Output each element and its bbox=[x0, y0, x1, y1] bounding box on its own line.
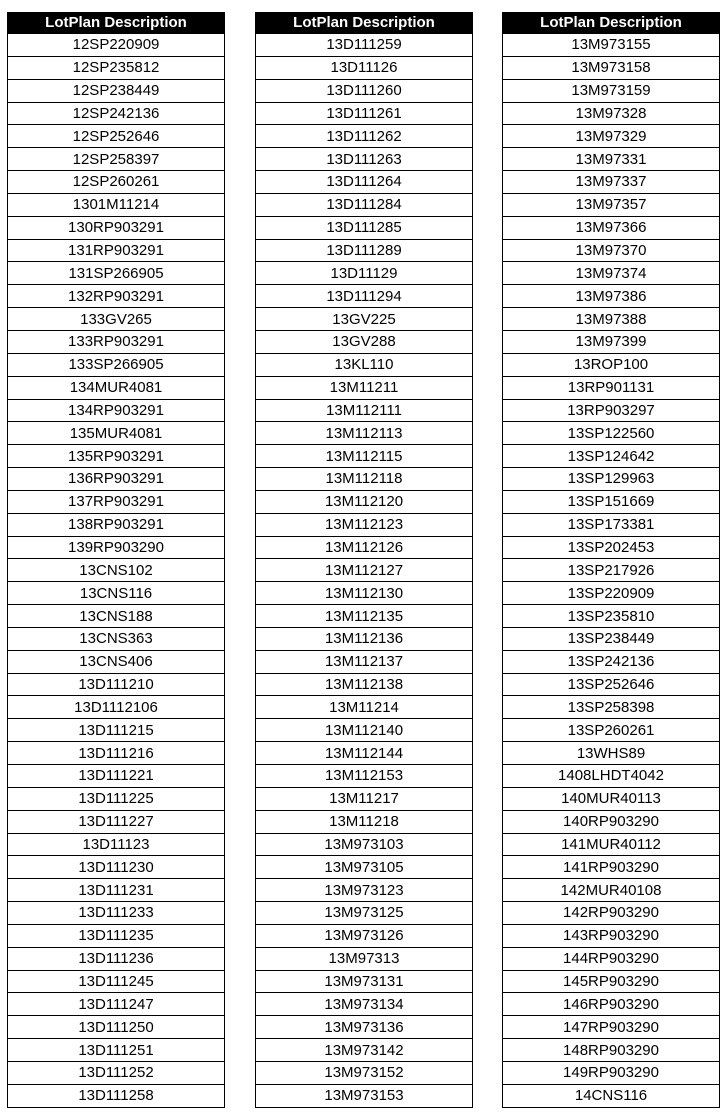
lotplan-cell: 13CNS102 bbox=[8, 559, 225, 582]
lotplan-cell: 135RP903291 bbox=[8, 445, 225, 468]
table-row bbox=[503, 193, 720, 216]
column-header: LotPlan Description bbox=[503, 13, 720, 34]
table-row bbox=[8, 330, 225, 353]
table-row bbox=[8, 582, 225, 605]
table-row bbox=[503, 696, 720, 719]
lotplan-cell: 13SP151669 bbox=[503, 490, 720, 513]
table-row bbox=[8, 216, 225, 239]
table-row bbox=[256, 148, 473, 171]
lotplan-cell: 1408LHDT4042 bbox=[503, 765, 720, 788]
lotplan-cell: 13M97328 bbox=[503, 102, 720, 125]
lotplan-cell: 148RP903290 bbox=[503, 1039, 720, 1062]
table-row bbox=[503, 216, 720, 239]
lotplan-cell: 13SP235810 bbox=[503, 605, 720, 628]
table-row bbox=[8, 627, 225, 650]
table-row bbox=[503, 924, 720, 947]
lotplan-cell: 13M112126 bbox=[256, 536, 473, 559]
table-row bbox=[256, 171, 473, 194]
lotplan-table bbox=[7, 12, 225, 1108]
lotplan-cell: 12SP258397 bbox=[8, 148, 225, 171]
lotplan-cell: 13D111227 bbox=[8, 810, 225, 833]
table-row bbox=[503, 56, 720, 79]
lotplan-cell: 13ROP100 bbox=[503, 353, 720, 376]
lotplan-cell: 13M112144 bbox=[256, 742, 473, 765]
table-row bbox=[8, 1039, 225, 1062]
lotplan-cell: 13D111252 bbox=[8, 1061, 225, 1084]
lotplan-cell: 13M973152 bbox=[256, 1061, 473, 1084]
lotplan-cell: 12SP242136 bbox=[8, 102, 225, 125]
table-row bbox=[8, 536, 225, 559]
lotplan-cell: 13M11211 bbox=[256, 376, 473, 399]
lotplan-cell: 13D111259 bbox=[256, 34, 473, 57]
table-row bbox=[503, 513, 720, 536]
table-row bbox=[503, 810, 720, 833]
lotplan-cell: 13SP258398 bbox=[503, 696, 720, 719]
table-row bbox=[8, 993, 225, 1016]
lotplan-cell: 13M97370 bbox=[503, 239, 720, 262]
table-row bbox=[256, 285, 473, 308]
lotplan-cell: 13CNS406 bbox=[8, 650, 225, 673]
table-row bbox=[256, 673, 473, 696]
lotplan-cell: 13D111251 bbox=[8, 1039, 225, 1062]
lotplan-cell: 149RP903290 bbox=[503, 1061, 720, 1084]
lotplan-cell: 146RP903290 bbox=[503, 993, 720, 1016]
lotplan-cell: 1301M11214 bbox=[8, 193, 225, 216]
table-row bbox=[256, 1016, 473, 1039]
table-row bbox=[8, 468, 225, 491]
table-row bbox=[503, 765, 720, 788]
table-row bbox=[503, 650, 720, 673]
table-row bbox=[256, 582, 473, 605]
lotplan-cell: 13SP173381 bbox=[503, 513, 720, 536]
lotplan-cell: 13D1112106 bbox=[8, 696, 225, 719]
table-row bbox=[8, 422, 225, 445]
table-row bbox=[256, 1084, 473, 1107]
table-row bbox=[256, 627, 473, 650]
lotplan-cell: 13RP903297 bbox=[503, 399, 720, 422]
lotplan-cell: 13M973153 bbox=[256, 1084, 473, 1107]
table-row bbox=[8, 308, 225, 331]
lotplan-cell: 142MUR40108 bbox=[503, 879, 720, 902]
table-row bbox=[8, 559, 225, 582]
lotplan-cell: 13CNS188 bbox=[8, 605, 225, 628]
table-row bbox=[503, 490, 720, 513]
lotplan-cell: 140MUR40113 bbox=[503, 787, 720, 810]
table-row bbox=[256, 399, 473, 422]
table-row bbox=[503, 970, 720, 993]
lotplan-cell: 13SP217926 bbox=[503, 559, 720, 582]
lotplan-cell: 13D111250 bbox=[8, 1016, 225, 1039]
lotplan-cell: 13D111261 bbox=[256, 102, 473, 125]
table-row bbox=[256, 102, 473, 125]
lotplan-cell: 13D111263 bbox=[256, 148, 473, 171]
lotplan-cell: 13M973131 bbox=[256, 970, 473, 993]
table-row bbox=[503, 102, 720, 125]
lotplan-cell: 12SP252646 bbox=[8, 125, 225, 148]
column-header: LotPlan Description bbox=[8, 13, 225, 34]
lotplan-cell: 13D111289 bbox=[256, 239, 473, 262]
lotplan-cell: 13M973134 bbox=[256, 993, 473, 1016]
lotplan-cell: 13M973105 bbox=[256, 856, 473, 879]
table-row bbox=[8, 902, 225, 925]
lotplan-cell: 135MUR4081 bbox=[8, 422, 225, 445]
lotplan-cell: 13M11214 bbox=[256, 696, 473, 719]
lotplan-cell: 12SP238449 bbox=[8, 79, 225, 102]
table-row bbox=[8, 879, 225, 902]
table-row bbox=[256, 719, 473, 742]
table-row bbox=[503, 1016, 720, 1039]
table-row bbox=[8, 765, 225, 788]
table-row bbox=[256, 262, 473, 285]
lotplan-cell: 13D111284 bbox=[256, 193, 473, 216]
lotplan-cell: 13D111285 bbox=[256, 216, 473, 239]
lotplan-cell: 13D111231 bbox=[8, 879, 225, 902]
table-row bbox=[503, 308, 720, 331]
lotplan-cell: 13M112111 bbox=[256, 399, 473, 422]
lotplan-cell: 13GV225 bbox=[256, 308, 473, 331]
lotplan-cell: 144RP903290 bbox=[503, 947, 720, 970]
table-row bbox=[256, 742, 473, 765]
table-row bbox=[8, 1084, 225, 1107]
lotplan-cell: 13D111245 bbox=[8, 970, 225, 993]
lotplan-cell: 147RP903290 bbox=[503, 1016, 720, 1039]
table-row bbox=[8, 239, 225, 262]
table-row bbox=[8, 56, 225, 79]
table-row bbox=[256, 308, 473, 331]
table-row bbox=[503, 353, 720, 376]
table-row bbox=[8, 79, 225, 102]
table-row bbox=[8, 193, 225, 216]
lotplan-cell: 13M97357 bbox=[503, 193, 720, 216]
table-row bbox=[8, 125, 225, 148]
lotplan-table-column-3 bbox=[502, 12, 720, 1108]
table-row bbox=[503, 742, 720, 765]
lotplan-cell: 131RP903291 bbox=[8, 239, 225, 262]
lotplan-cell: 13M11217 bbox=[256, 787, 473, 810]
lotplan-cell: 137RP903291 bbox=[8, 490, 225, 513]
table-row bbox=[256, 856, 473, 879]
table-row bbox=[503, 239, 720, 262]
table-row bbox=[503, 902, 720, 925]
lotplan-cell: 134RP903291 bbox=[8, 399, 225, 422]
table-row bbox=[8, 673, 225, 696]
table-row bbox=[503, 422, 720, 445]
lotplan-cell: 13D11129 bbox=[256, 262, 473, 285]
table-row bbox=[503, 285, 720, 308]
table-row bbox=[8, 262, 225, 285]
table-row bbox=[8, 833, 225, 856]
table-row bbox=[8, 696, 225, 719]
lotplan-cell: 13D111264 bbox=[256, 171, 473, 194]
lotplan-table bbox=[502, 12, 720, 1108]
lotplan-cell: 13SP238449 bbox=[503, 627, 720, 650]
table-row bbox=[256, 376, 473, 399]
lotplan-cell: 13M112123 bbox=[256, 513, 473, 536]
lotplan-cell: 133RP903291 bbox=[8, 330, 225, 353]
column-header: LotPlan Description bbox=[256, 13, 473, 34]
table-row bbox=[256, 787, 473, 810]
table-row bbox=[8, 1016, 225, 1039]
lotplan-table-column-1 bbox=[7, 12, 225, 1108]
lotplan-cell: 136RP903291 bbox=[8, 468, 225, 491]
table-row bbox=[256, 513, 473, 536]
lotplan-cell: 13M112136 bbox=[256, 627, 473, 650]
table-row bbox=[8, 148, 225, 171]
lotplan-cell: 143RP903290 bbox=[503, 924, 720, 947]
lotplan-cell: 13D111233 bbox=[8, 902, 225, 925]
table-row bbox=[256, 468, 473, 491]
lotplan-cell: 13M973155 bbox=[503, 34, 720, 57]
table-row bbox=[8, 605, 225, 628]
lotplan-cell: 13SP129963 bbox=[503, 468, 720, 491]
table-row bbox=[503, 79, 720, 102]
table-row bbox=[503, 582, 720, 605]
table-row bbox=[8, 650, 225, 673]
table-row bbox=[256, 490, 473, 513]
table-row bbox=[256, 445, 473, 468]
table-row bbox=[503, 673, 720, 696]
lotplan-cell: 12SP260261 bbox=[8, 171, 225, 194]
table-row bbox=[8, 353, 225, 376]
table-row bbox=[503, 536, 720, 559]
lotplan-cell: 13M112140 bbox=[256, 719, 473, 742]
table-row bbox=[8, 810, 225, 833]
table-row bbox=[503, 1039, 720, 1062]
table-row bbox=[256, 1061, 473, 1084]
lotplan-cell: 13WHS89 bbox=[503, 742, 720, 765]
lotplan-cell: 130RP903291 bbox=[8, 216, 225, 239]
lotplan-cell: 140RP903290 bbox=[503, 810, 720, 833]
lotplan-cell: 13M112137 bbox=[256, 650, 473, 673]
table-row bbox=[503, 856, 720, 879]
lotplan-cell: 13M112135 bbox=[256, 605, 473, 628]
lotplan-cell: 13D111210 bbox=[8, 673, 225, 696]
lotplan-cell: 13RP901131 bbox=[503, 376, 720, 399]
lotplan-cell: 13D111262 bbox=[256, 125, 473, 148]
lotplan-cell: 13SP260261 bbox=[503, 719, 720, 742]
table-row bbox=[256, 56, 473, 79]
lotplan-cell: 13D111221 bbox=[8, 765, 225, 788]
lotplan-cell: 133SP266905 bbox=[8, 353, 225, 376]
lotplan-cell: 141RP903290 bbox=[503, 856, 720, 879]
table-row bbox=[503, 148, 720, 171]
table-row bbox=[503, 833, 720, 856]
table-row bbox=[503, 879, 720, 902]
lotplan-cell: 13KL110 bbox=[256, 353, 473, 376]
lotplan-cell: 145RP903290 bbox=[503, 970, 720, 993]
table-row bbox=[8, 376, 225, 399]
table-row bbox=[256, 879, 473, 902]
table-row bbox=[256, 1039, 473, 1062]
table-row bbox=[503, 262, 720, 285]
lotplan-cell: 13SP242136 bbox=[503, 650, 720, 673]
lotplan-cell: 13M112130 bbox=[256, 582, 473, 605]
lotplan-cell: 13M112138 bbox=[256, 673, 473, 696]
table-row bbox=[256, 605, 473, 628]
lotplan-cell: 13M97399 bbox=[503, 330, 720, 353]
lotplan-cell: 13M973125 bbox=[256, 902, 473, 925]
lotplan-cell: 13GV288 bbox=[256, 330, 473, 353]
lotplan-cell: 13M97366 bbox=[503, 216, 720, 239]
lotplan-cell: 13M112118 bbox=[256, 468, 473, 491]
table-row bbox=[8, 924, 225, 947]
table-row bbox=[256, 902, 473, 925]
lotplan-table bbox=[255, 12, 473, 1108]
table-row bbox=[8, 856, 225, 879]
lotplan-cell: 13M973126 bbox=[256, 924, 473, 947]
table-row bbox=[8, 970, 225, 993]
table-row bbox=[256, 993, 473, 1016]
lotplan-cell: 13M97337 bbox=[503, 171, 720, 194]
lotplan-cell: 13M112120 bbox=[256, 490, 473, 513]
table-row bbox=[256, 353, 473, 376]
table-row bbox=[256, 536, 473, 559]
lotplan-cell: 13D111230 bbox=[8, 856, 225, 879]
table-row bbox=[503, 947, 720, 970]
lotplan-cell: 13D111235 bbox=[8, 924, 225, 947]
table-row bbox=[256, 559, 473, 582]
lotplan-cell: 13SP202453 bbox=[503, 536, 720, 559]
lotplan-cell: 131SP266905 bbox=[8, 262, 225, 285]
table-row bbox=[503, 376, 720, 399]
lotplan-cell: 13M973103 bbox=[256, 833, 473, 856]
table-row bbox=[256, 216, 473, 239]
table-row bbox=[8, 445, 225, 468]
lotplan-cell: 13CNS363 bbox=[8, 627, 225, 650]
lotplan-cell: 13M973158 bbox=[503, 56, 720, 79]
table-row bbox=[503, 559, 720, 582]
lotplan-cell: 13D111260 bbox=[256, 79, 473, 102]
lotplan-cell: 13CNS116 bbox=[8, 582, 225, 605]
lotplan-cell: 13D111258 bbox=[8, 1084, 225, 1107]
table-row bbox=[256, 924, 473, 947]
lotplan-cell: 13M112127 bbox=[256, 559, 473, 582]
table-row bbox=[256, 765, 473, 788]
table-row bbox=[503, 468, 720, 491]
lotplan-cell: 13M973142 bbox=[256, 1039, 473, 1062]
lotplan-cell: 13M112115 bbox=[256, 445, 473, 468]
table-row bbox=[503, 399, 720, 422]
lotplan-cell: 13SP124642 bbox=[503, 445, 720, 468]
lotplan-cell: 134MUR4081 bbox=[8, 376, 225, 399]
table-row bbox=[256, 125, 473, 148]
lotplan-cell: 13D11123 bbox=[8, 833, 225, 856]
lotplan-cell: 14CNS116 bbox=[503, 1084, 720, 1107]
table-row bbox=[8, 742, 225, 765]
table-row bbox=[503, 34, 720, 57]
lotplan-cell: 13M11218 bbox=[256, 810, 473, 833]
table-row bbox=[8, 285, 225, 308]
lotplan-cell: 13M973123 bbox=[256, 879, 473, 902]
table-row bbox=[503, 787, 720, 810]
table-row bbox=[256, 810, 473, 833]
lotplan-cell: 142RP903290 bbox=[503, 902, 720, 925]
lotplan-cell: 13D111225 bbox=[8, 787, 225, 810]
lotplan-cell: 13M973136 bbox=[256, 1016, 473, 1039]
table-row bbox=[8, 171, 225, 194]
lotplan-cell: 13D111294 bbox=[256, 285, 473, 308]
lotplan-cell: 13M112113 bbox=[256, 422, 473, 445]
table-row bbox=[256, 947, 473, 970]
table-row bbox=[8, 513, 225, 536]
lotplan-table-column-2 bbox=[255, 12, 473, 1108]
table-row bbox=[8, 787, 225, 810]
lotplan-cell: 138RP903291 bbox=[8, 513, 225, 536]
lotplan-cell: 13M97386 bbox=[503, 285, 720, 308]
table-row bbox=[503, 627, 720, 650]
lotplan-cell: 13M112153 bbox=[256, 765, 473, 788]
lotplan-cell: 13D111215 bbox=[8, 719, 225, 742]
lotplan-cell: 13SP122560 bbox=[503, 422, 720, 445]
table-row bbox=[503, 330, 720, 353]
table-row bbox=[256, 422, 473, 445]
table-row bbox=[256, 34, 473, 57]
table-row bbox=[256, 833, 473, 856]
table-row bbox=[256, 239, 473, 262]
table-row bbox=[8, 1061, 225, 1084]
lotplan-cell: 12SP235812 bbox=[8, 56, 225, 79]
table-row bbox=[8, 947, 225, 970]
table-row bbox=[503, 1084, 720, 1107]
table-row bbox=[256, 650, 473, 673]
lotplan-cell: 141MUR40112 bbox=[503, 833, 720, 856]
table-row bbox=[503, 1061, 720, 1084]
table-row bbox=[256, 696, 473, 719]
lotplan-cell: 13M97329 bbox=[503, 125, 720, 148]
lotplan-cell: 13M97331 bbox=[503, 148, 720, 171]
lotplan-cell: 13D111236 bbox=[8, 947, 225, 970]
lotplan-cell: 13SP220909 bbox=[503, 582, 720, 605]
table-row bbox=[503, 605, 720, 628]
lotplan-cell: 133GV265 bbox=[8, 308, 225, 331]
table-row bbox=[503, 445, 720, 468]
table-row bbox=[8, 399, 225, 422]
table-row bbox=[503, 993, 720, 1016]
table-row bbox=[503, 171, 720, 194]
lotplan-cell: 13D111247 bbox=[8, 993, 225, 1016]
lotplan-cell: 13D111216 bbox=[8, 742, 225, 765]
table-row bbox=[256, 330, 473, 353]
lotplan-cell: 13M97388 bbox=[503, 308, 720, 331]
table-row bbox=[256, 79, 473, 102]
table-row bbox=[8, 102, 225, 125]
lotplan-cell: 13M97313 bbox=[256, 947, 473, 970]
table-row bbox=[503, 719, 720, 742]
lotplan-cell: 13M973159 bbox=[503, 79, 720, 102]
lotplan-cell: 132RP903291 bbox=[8, 285, 225, 308]
table-row bbox=[8, 490, 225, 513]
lotplan-cell: 13SP252646 bbox=[503, 673, 720, 696]
table-row bbox=[256, 970, 473, 993]
lotplan-cell: 139RP903290 bbox=[8, 536, 225, 559]
lotplan-cell: 13M97374 bbox=[503, 262, 720, 285]
table-row bbox=[503, 125, 720, 148]
table-row bbox=[8, 719, 225, 742]
table-row bbox=[8, 34, 225, 57]
lotplan-cell: 13D11126 bbox=[256, 56, 473, 79]
lotplan-cell: 12SP220909 bbox=[8, 34, 225, 57]
table-row bbox=[256, 193, 473, 216]
